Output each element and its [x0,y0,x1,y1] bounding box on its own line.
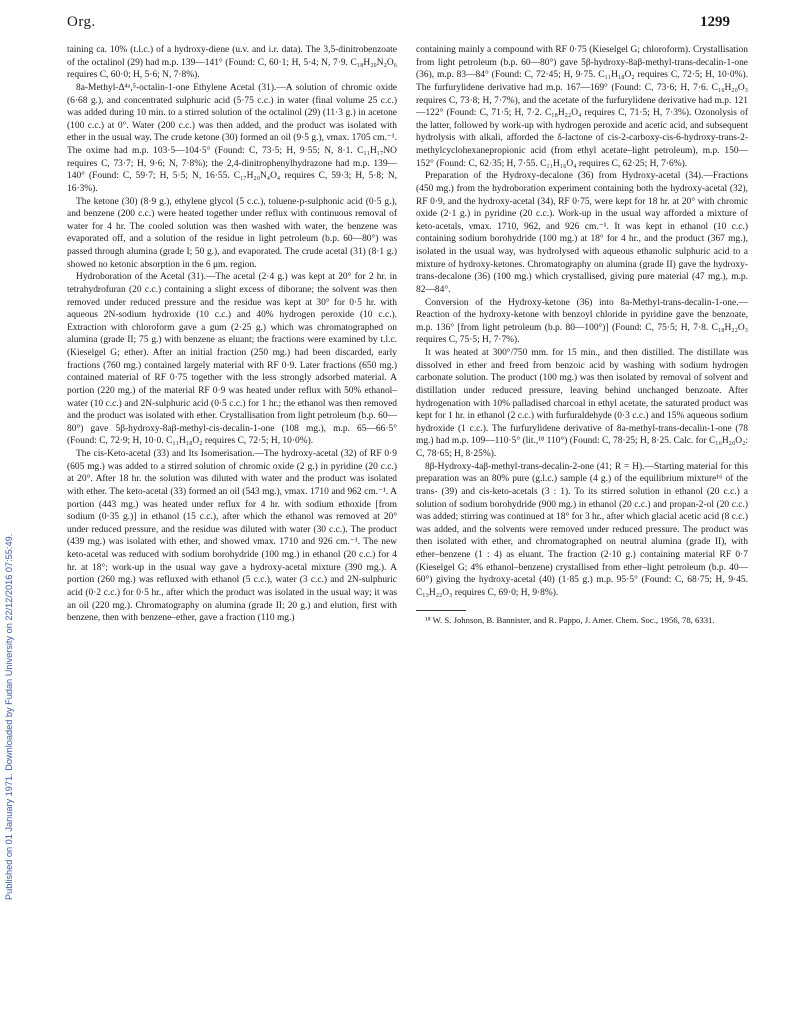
paragraph: The cis-Keto-acetal (33) and Its Isomerisation.—The hydroxy-acetal (32) of RF 0·9 (605 mg.) was added to a stirred solution of chromic oxide (2 g.) in pyridine (20 c.c.) at 20°. After 18 hr. the solution was diluted with water and the product was isolated with ether. The keto-acetal (33) formed an oil (543 mg.), νmax. 1710 and 962 cm.⁻¹. A portion (443 mg.) was heated under reflux for 4 hr. with sodium ethoxide [from sodium (0·35 g.)] in ethanol (15 c.c.), after which the ethanol was removed at 20° under reduced pressure, and the residue was diluted with water (30 c.c.). The product (439 mg.) was isolated with ether, and showed νmax. 1710 and 926 cm.⁻¹. The new keto-acetal was reduced with sodium borohydride (100 mg.) in ethanol (20 c.c.) for 4 hr. at 18°; work-up in the usual way gave a hydroxy-acetal mixture (390 mg.). A portion (260 mg.) was refluxed with ethanol (5 c.c.), water (3 c.c.) and 2N-sulphuric acid (0·2 c.c.) for 0·5 hr., after which the product was isolated in the usual way; it was an oil (220 mg.). Chromatography on alumina (grade II; 20 g.) and elution, first with benzene, then with benzene–ether, gave a fraction (110 mg.) [67,449,397,624]
journal-name: Org. [67,14,96,30]
footnote: ¹⁸ W. S. Johnson, B. Bannister, and R. Pappo, J. Amer. Chem. Soc., 1956, 78, 6331. [425,614,715,625]
footnote-divider [416,610,466,611]
paragraph: taining ca. 10% (t.l.c.) of a hydroxy-diene (u.v. and i.r. data). The 3,5-dinitrobenzoate of the octalinol (29) had m.p. 139—141° (Found: C, 60·1; H, 5·4; N, 7·9. C₁₈H₂₀N₂O₆ requires C, 60·0; H, 5·6; N, 7·8%). [67,45,397,81]
left-column [67,44,397,625]
paragraph: 8β-Hydroxy-4aβ-methyl-trans-decalin-2-one (41; R = H).—Starting material for this preparation was an 80% pure (g.l.c.) sample (4 g.) of the equilibrium mixture¹⁶ of the trans- (39) and cis-keto-acetals (3 : 1). To its stirred solution in ethanol (20 c.c.) a solution of sodium borohydride (900 mg.) in ethanol (20 c.c.) and propan-2-ol (20 c.c.) was added; stirring was continued at 18° for 3 hr., after which glacial acetic acid (8 c.c.) was added, and the solvents were removed under reduced pressure. The product was then isolated with ether, and chromatographed on neutral alumina (grade II), with ether–benzene (1 : 4) as eluant. The fraction (2·10 g.) containing material RF 0·7 (Kieselgel G; 4% ethanol–benzene) crystallised from ether–light petroleum (b.p. 40—60°) giving the hydroxy-acetal (40) (1·85 g.) m.p. 95·5° (Found: C, 68·75; H, 9·45. C₁₃H₂₂O₃ requires C, 69·0; H, 9·8%). [416,461,748,598]
paragraph: The ketone (30) (8·9 g.), ethylene glycol (5 c.c.), toluene-p-sulphonic acid (0·5 g.), and benzene (200 c.c.) were heated together under reflux with continuous removal of water for 4 hr. The cooled solution was then washed with water, the benzene was evaporated off, and a solution of the residue in light petroleum (b.p. 60—80°) was passed through alumina (grade I; 50 g.), and evaporated. The crude acetal (31) (8·1 g.) showed no ketonic absorption in the 6 μm. region. [67,196,397,270]
paragraph: It was heated at 300°/750 mm. for 15 min., and then distilled. The distillate was dissolved in ether and freed from benzoic acid by washing with sodium hydrogen carbonate solution. The product (100 mg.) was then isolated by removal of solvent and distillation under reduced pressure, leaving behind unchanged benzoate. After hydrogenation with 10% palladised charcoal in ethyl acetate, the saturated product was kept for 1 hr. in ethanol (2 c.c.) with furfuraldehyde (0·3 c.c.) and 15% aqueous sodium hydroxide (1 c.c.). The furfurylidene derivative of 8a-methyl-trans-decalin-1-one (78 mg.) had m.p. 109—110·5° (lit.,¹⁸ 110°) (Found: C, 78·25; H, 8·25. Calc. for C₁₆H₂₀O₂: C, 78·65; H, 8·25%). [416,348,748,459]
paragraph: Conversion of the Hydroxy-ketone (36) into 8a-Methyl-trans-decalin-1-one.—Reaction of the hydroxy-ketone with benzoyl chloride in pyridine gave the benzoate, m.p. 136° [from light petroleum (b.p. 80—100°)] (Found: C, 75·5; H, 7·8. C₁₈H₂₂O₃ requires C, 75·5; H, 7·7%). [416,297,748,346]
provenance-sidebar [2,150,16,910]
paragraph: Preparation of the Hydroxy-decalone (36) from Hydroxy-acetal (34).—Fractions (450 mg.) from the hydroboration experiment containing both the hydroxy-acetal (32), RF 0·9, and the hydroxy-acetal (34), RF 0·75, were kept for 18 hr. at 20° with chromic oxide (2·1 g.) in pyridine (20 c.c.). Work-up in the usual way afforded a mixture of keto-acetals, νmax. 1710, 962, and 926 cm.⁻¹. It was kept in ethanol (10 c.c.) containing sodium borohydride (100 mg.) at 18° for 4 hr., and the product (367 mg.), isolated in the usual way, was hydrolysed with aqueous ethanolic sulphuric acid to a mixture of hydroxy-ketones. Chromatography on alumina (grade II) gave the hydroxy-trans-decalone (36) (100 mg.) which crystallised, giving pure material (47 mg.), m.p. 82—84°. [416,171,748,295]
paragraph: Hydroboration of the Acetal (31).—The acetal (2·4 g.) was kept at 20° for 2 hr. in tetrahydrofuran (20 c.c.) containing a slight excess of diborane; the solvent was then removed under reduced pressure and the residue was kept at 30° for 0·5 hr. with aqueous 2N-sodium hydroxide (10 c.c.) and 40% hydrogen peroxide (10 c.c.). Extraction with chloroform gave a gum (2·25 g.) which was chromatographed on alumina (grade II; 75 g.) with benzene as eluant; the fractions were examined by t.l.c. (Kieselgel G; ether). After an initial fraction (250 mg.) had been discarded, early fractions (760 mg.) contained largely material with RF 0·9. Later fractions (650 mg.) contained material of RF 0·75 together with the less strongly adsorbed material. A portion (220 mg.) of the material RF 0·9 was heated under reflux with 50% ethanol–water (10 c.c.) and 2N-sulphuric acid (0·5 c.c.) for 1 hr.; the ethanol was then removed and the product was isolated with ether. Crystallisation from light petroleum (b.p. 60—80°) gave 5β-hydroxy-8aβ-methyl-cis-decalin-1-one (108 mg.), m.p. 65—66·5° (Found: C, 72·9; H, 10·0. C₁₁H₁₈O₂ requires C, 72·5; H, 10·0%). [67,272,397,447]
page-number: 1299 [700,14,730,30]
paragraph: containing mainly a compound with RF 0·75 (Kieselgel G; chloroform). Crystallisation from light petroleum (b.p. 60—80°) gave 5β-hydroxy-8aβ-methyl-trans-decalin-1-one (36), m.p. 83—84° (Found: C, 72·45; H, 9·75. C₁₁H₁₈O₂ requires C, 72·5; H, 10·0%). The furfurylidene derivative had m.p. 167—169° (Found: C, 73·6; H, 7·6. C₁₆H₂₀O₃ requires C, 73·8; H, 7·7%), and the acetate of the furfurylidene derivative had m.p. 121—122° (Found: C, 71·5; H, 7·2. C₁₈H₂₂O₄ requires C, 71·5; H, 7·3%). Ozonolysis of the latter, followed by work-up with hydrogen peroxide and acetic acid, and subsequent hydrolysis with alkali, afforded the δ-lactone of cis-2-carboxy-cis-6-hydroxy-trans-2-methylcyclohexanepropionic acid (from ethyl acetate–light petroleum), m.p. 150—152° (Found: C, 62·35; H, 7·55. C₁₁H₁₆O₄ requires C, 62·25; H, 7·6%). [416,45,748,169]
paragraph: 8a-Methyl-Δ⁴ᵃ,⁵-octalin-1-one Ethylene Acetal (31).—A solution of chromic oxide (6·68 g.), and concentrated sulphuric acid (5·75 c.c.) in water (final volume 25 c.c.) was added during 10 min. to a stirred solution of the octalinol (29) (11·3 g.) in acetone (100 c.c.) at 0°. Water (200 c.c.) was then added, and the product was isolated with ether in the usual way. The crude ketone (30) formed an oil (9·5 g.), νmax. 1705 cm.⁻¹. The oxime had m.p. 103·5—104·5° (Found: C, 73·5; H, 9·55; N, 8·1. C₁₁H₁₇NO requires C, 73·7; H, 9·6; N, 7·8%); the 2,4-dinitrophenylhydrazone had m.p. 139—140° (Found: C, 59·7; H, 5·5; N, 16·55. C₁₇H₂₀N₄O₄ requires C, 59·3; H, 5·8; N, 16·3%). [67,82,397,194]
provenance-note: Published on 01 January 1971. Downloaded by Fudan University on 22/12/2016 07:55:49. [4,533,14,900]
right-column [416,44,748,626]
